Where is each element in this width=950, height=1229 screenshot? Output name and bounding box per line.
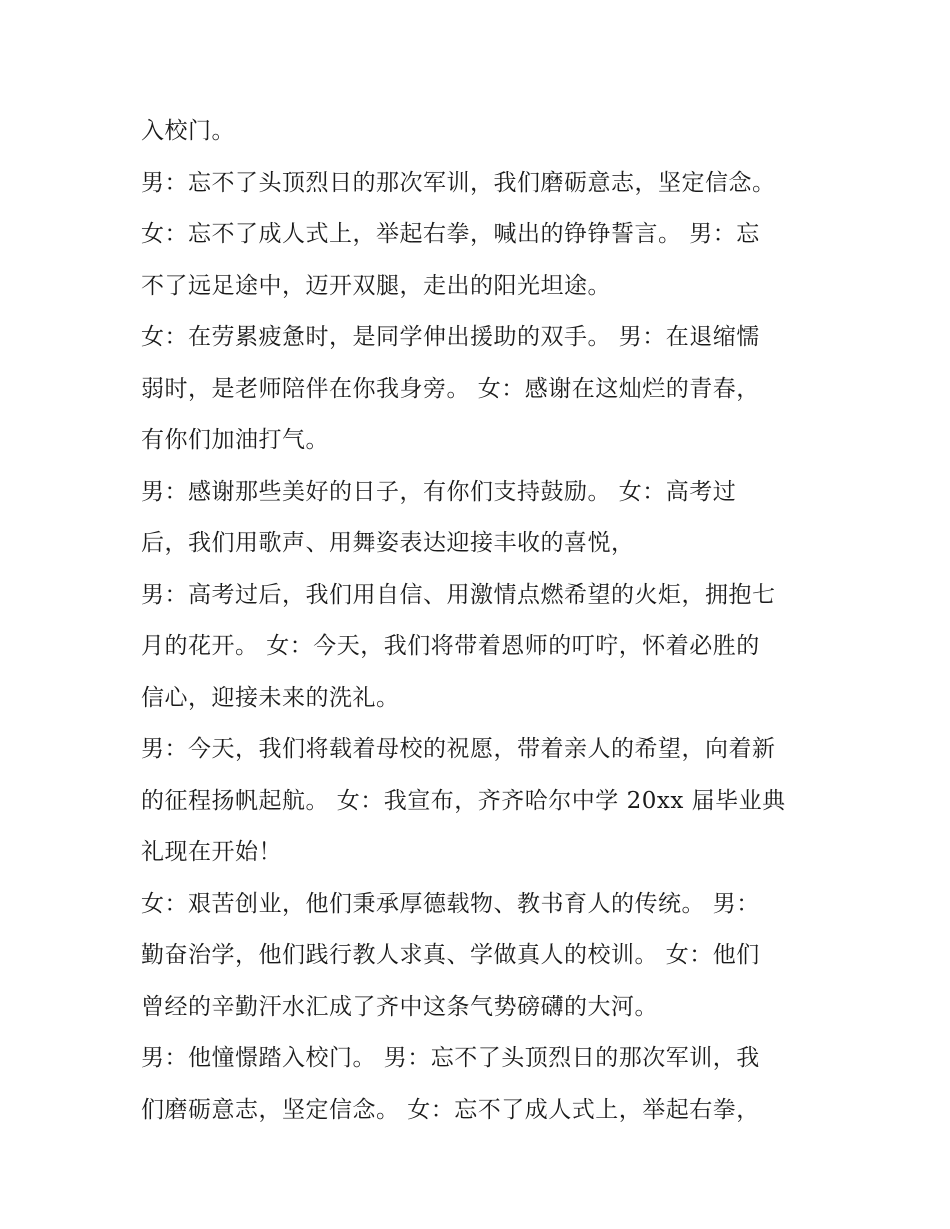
text-line: 礼现在开始！ <box>141 839 282 865</box>
text-line: 弱时，是老师陪伴在你我身旁。 女：感谢在这灿烂的青春， <box>141 375 760 402</box>
text-line: 女：艰苦创业，他们秉承厚德载物、教书育人的传统。 男： <box>141 890 760 917</box>
text-line: 入校门。 <box>141 118 235 144</box>
document-body <box>141 106 821 1136</box>
text-line: 后，我们用歌声、用舞姿表达迎接丰收的喜悦， <box>141 530 635 556</box>
text-line: 不了远足途中，迈开双腿，走出的阳光坦途。 <box>141 272 611 299</box>
text-line: 男：忘不了头顶烈日的那次军训，我们磨砺意志，坚定信念。 <box>141 169 776 196</box>
text-line: 男：今天，我们将载着母校的祝愿，带着亲人的希望，向着新 <box>141 736 776 762</box>
text-line: 男：感谢那些美好的日子，有你们支持鼓励。 女：高考过 <box>141 478 737 505</box>
text-line: 的征程扬帆起航。 女：我宣布，齐齐哈尔中学 20xx 届毕业典 <box>141 787 786 814</box>
text-line: 们磨砺意志，坚定信念。 女：忘不了成人式上，举起右拳， <box>141 1096 760 1123</box>
text-line: 男：他憧憬踏入校门。 男：忘不了头顶烈日的那次军训，我 <box>141 1045 760 1071</box>
text-line: 勤奋治学，他们践行教人求真、学做真人的校训。 女：他们 <box>141 942 760 968</box>
text-line: 女：忘不了成人式上，举起右拳，喊出的铮铮誓言。 男：忘 <box>141 221 760 247</box>
text-line: 信心，迎接未来的洗礼。 <box>141 684 400 711</box>
text-line: 月的花开。 女：今天，我们将带着恩师的叮咛，怀着必胜的 <box>141 633 760 659</box>
text-line: 女：在劳累疲惫时，是同学伸出援助的双手。 男：在退缩懦 <box>141 324 760 350</box>
text-line: 有你们加油打气。 <box>141 427 329 453</box>
text-line: 曾经的辛勤汗水汇成了齐中这条气势磅礴的大河。 <box>141 993 658 1020</box>
text-line: 男：高考过后，我们用自信、用激情点燃希望的火炬，拥抱七 <box>141 581 776 608</box>
